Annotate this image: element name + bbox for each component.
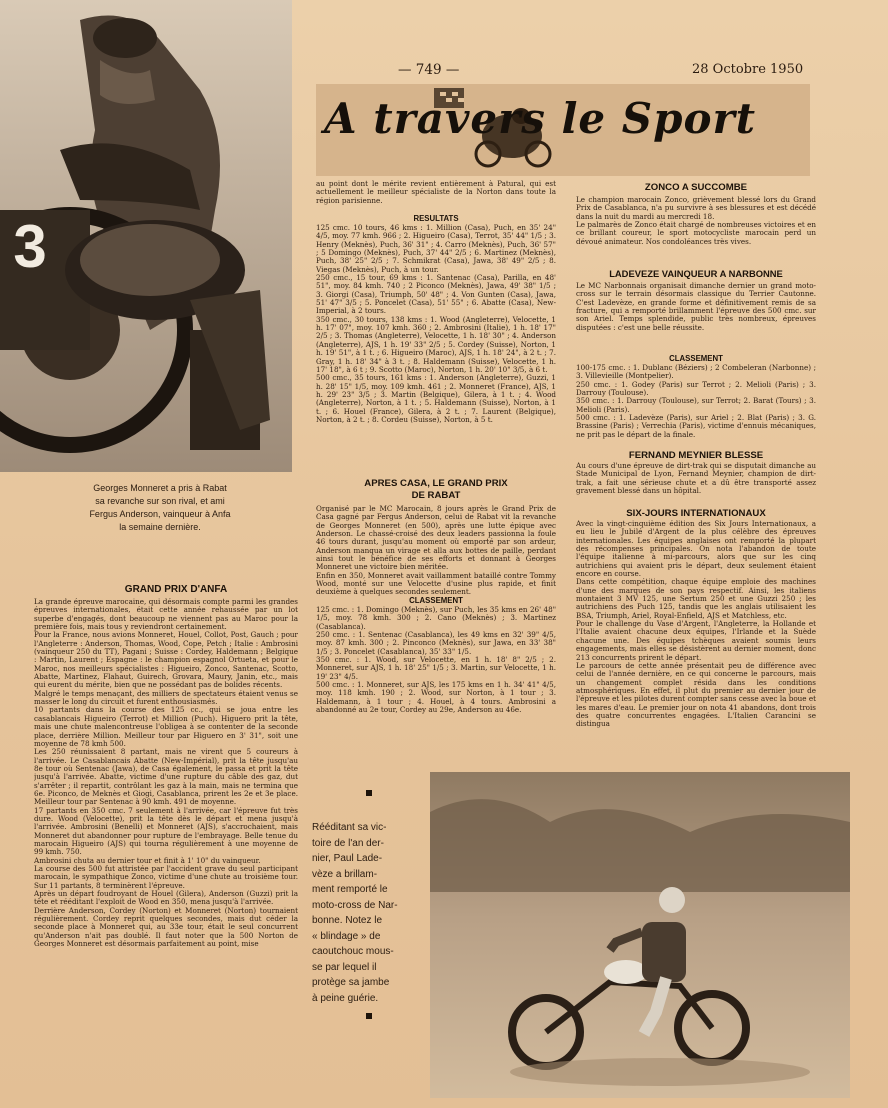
- zonco-article: Le champion marocain Zonco, grièvement blessé lors du Grand Prix de Casablanca, n'a pu survivre à ses blessures et est décédé dans la nuit du mardi au mercredi 18. Le palmarès de Zonco était chargé de nombreuses victoires et en ce brillant coureur, le sport motocycliste marocain perd un dévoué animateur. Nos condoléances très vives.: [576, 196, 816, 246]
- anfa-article: La grande épreuve marocaine, qui désormais compte parmi les grandes épreuves internationales, était cette année rehaussée par un lot superbe d'engagés, dont beaucoup ne viennent pas au Maroc pour la première fois, mais tous y reviendront certainement. Pour la France, nous avions Monneret, Houel, Collot, Post, Gauch ; pour l'Angleterre : Anderson, Thomas, Wood, Cope, Petch ; Italie : Ambrosini (vainqueur 250 du TT), Pagani ; Suisse : Cordey, Haldemann ; Belgique : Martin, Laurent ; Espagne : le champion espagnol Ortueta, et pour le Maroc, nos meilleurs spécialistes : Higueiro, Zonco, Santenac, Scotto, Abatte, Martinez, Flahaut, Guirech, Grovara, Maury, Janin, etc., mais qui eurent du mérite, bien que ne possédant pas de bolides récents. Malgré le temps menaçant, des milliers de spectateurs étaient venus se masser le long du circuit et furent enthousiasmés. 10 partants dans la course des 125 cc., qui se joua entre les casablancais Higueiro (Terrot) et Million (Puch). Higuero prit la tête, mais une chute malencontreuse l'obligea à se contenter de la seconde place, derrière Million. Meilleur tour par Higuero en 3' 31", soit une moyenne de 78 kmh 500. Les 250 réunissaient 8 partant, mais ne virent que 5 coureurs à l'arrivée. Le Casablancais Abatte (New-Impérial), prit la tête jusqu'au 8e tour où Sentenac (Jawa), de Casa également, le passa et prit la tête jusqu'à l'arrivée. Abatte, victime d'une rupture du câble des gaz, dut s'arrêter ; il repartit, contrôlant les gaz à la main, mais ne termina que 6e. Piconco, de Meknès et Giogi, Casablanca, prirent les 2e et 3e place. Meilleur tour par Sentenac à 90 kmh. 491 de moyenne. 17 partants en 350 cmc. 7 seulement à l'arrivée, car l'épreuve fut très dure. Wood (Velocette), prit la tête dès le départ et mena jusqu'à l'arrivée. Ambrosini (Benelli) et Monneret (AJS), s'accrochaient, mais Monneret dut abandonner pour rupture de l'embrayage. Belle tenue du marocain Higueiro (AJS) qui tourna régulièrement à une moyenne de 99 kmh. 750. Ambrosini chuta au dernier tour et finit à 1' 10" du vainqueur. La course des 500 fut attristée par l'accident grave du seul participant marocain, le sympathique Zonco, victime d'une chute au troisième tour. Sur 11 partants, 8 terminèrent l'épreuve. Après un départ foudroyant de Houel (Gilera), Anderson (Guzzi) prit la tête et rééditant l'exploit de Wood en 350, mena jusqu'à l'arrivée. Derrière Anderson, Cordey (Norton) et Monneret (Norton) tournaient régulièrement. Cordey reprit quelques secondes, mais dut céder la seconde place à Monneret qui, au 33e tour, était le seul concurrent qu'Anderson n'ait pas doublé. Il faut noter que la 500 Norton de Georges Monneret est désormais parfaitement au point, mise: [34, 598, 298, 949]
- meynier-heading: FERNAND MEYNIER BLESSE: [628, 450, 764, 461]
- sixjours-article: Avec la vingt-cinquième édition des Six Jours Internationaux, a eu lieu le Jubilé d'Argent de la plus célèbre des épreuves internationales. Les équipes anglaises ont remporté la plupart des récompenses principales. On nota l'abandon de toute l'équipe italienne à mi-parcours, alors que sur les cinq autrichiens qui avaient pris le départ, deux seulement étaient encore en course. Dans cette compétition, chaque équipe emploie des machines d'une des marques de son pays respectif. Ainsi, les italiens montaient 3 MV 125, une Sertum 250 et une Guzzi 250 ; les autrichiens des Puch 125, tandis que les anglais utilisaient les BSA, Triumph, Ariel, Royal-Enfield, AJS et Matchless, etc. Pour le challenge du Vase d'Argent, l'Angleterre, la Hollande et l'Italie avaient chacune deux équipes, l'Irlande et la Suède chacune une. Des équipes tchèques avaient soumis leurs engagements, mais elles se désistèrent au dernier moment, donc 213 concurrents prirent le départ. Le parcours de cette année présentait peu de différence avec celui de l'année dernière, en ce qui concerne le parcours, mais un changement complet résida dans les conditions atmosphériques. En effet, il plut du premier au dernier jour de l'épreuve et les pilotes durent compter sans cesse avec la boue et les mares d'eau. Le premier jour on nota 41 abandons, dont trois des quatre concurrentes engagées. L'Italien Carancini se distingua: [576, 520, 816, 729]
- bullet-bottom: [366, 1013, 372, 1019]
- ladeveze-article: Le MC Narbonnais organisait dimanche dernier un grand moto-cross sur le terrain désormais classique du Terrier Cautonne. C'est Ladevèze, en grande forme et définitivement remis de sa fracture, qui a remporté brillamment l'épreuve des 500 cmc. sur son Ariel. Temps splendide, public très nombreux, épreuves disputées : c'est une belle réussite.: [576, 282, 816, 332]
- photo-ladeveze-caption: Rééditant sa vic- toire de l'an der- nier, Paul Lade- vèze a brillam- ment remporté le moto-cross de Nar- bonne. Notez le « blindage » de caoutchouc mous- se par lequel il protège sa jambe à peine guérie.: [312, 822, 398, 1004]
- meynier-article: Au cours d'une épreuve de dirt-trak qui se disputait dimanche au Stade Municipal de Lyon, Fernand Meynier, champion de dirt-trak, a fait une sérieuse chute et a dû être transporté assez gravement blessé dans un hôpital.: [576, 462, 816, 496]
- rabat-classement: 125 cmc. : 1. Domingo (Meknès), sur Puch, les 35 kms en 26' 48" 1/5, moy. 78 kmh. 300 ; 2. Cano (Meknès) ; 3. Martinez (Casablanca). 250 cmc. : 1. Sentenac (Casablanca), les 49 kms en 32' 39" 4/5, moy. 87 kmh. 300 ; 2. Pinconco (Meknès), sur Jawa, en 33' 38" 1/5 ; 3. Poncelet (Casablanca), 35' 33" 1/5. 350 cmc. : 1. Wood, sur Velocette, en 1 h. 18' 8" 2/5 ; 2. Monneret, sur AJS, 1 h. 18' 25" 1/5 ; 3. Martin, sur Velocette, 1 h. 19' 23" 4/5. 500 cmc. : 1. Monneret, sur AJS, les 175 kms en 1 h. 34' 41" 4/5, moy. 118 kmh. 190 ; 2. Wood, sur Norton, à 1 tour ; 3. Haldemann, à 1 tour ; 4. Houel, à 4 tours. Ambrosini a abandonné au 2e tour, Cordey au 29e, Anderson au 46e.: [316, 606, 556, 715]
- resultats-heading: RESULTATS: [413, 214, 459, 223]
- rabat-heading: APRES CASA, LE GRAND PRIX DE RABAT: [364, 478, 508, 501]
- bullet-top: [366, 790, 372, 796]
- anfa-heading: GRAND PRIX D'ANFA: [124, 584, 228, 595]
- resultats-list: 125 cmc. 10 tours, 46 kms : 1. Million (Casa), Puch, en 35' 24" 4/5, moy. 77 kmh. 966 ; 2. Higueiro (Casa), Terrot, 35' 44" 1/5 ; 3. Henry (Meknès), Puch, 36' 31" ; 4. Carro (Meknès), Puch, 36' 57" ; 5 Domingo (Meknès), Puch, 37' 44" 2/5 ; 6. Martinez (Meknès), Puch, 38' 25" 2/5 ; 7. Schmikrat (Casa), Jawa, 38' 49" 2/5 ; 8. Viegas (Meknès), Puch, à un tour. 250 cmc., 15 tour, 69 kms : 1. Santenac (Casa), Parilla, en 48' 51", moy. 84 kmh. 740 ; 2 Piconco (Meknès), Jawa, 49' 38" 1/5 ; 3. Giorgi (Casa), Triumph, 50' 48" ; 4. Von Gunten (Casa), Jawa, 51' 47" 3/5 ; 5. Poncelet (Casa), 51' 55" ; 6. Abatte (Casa), New-Imperial, à 2 tours. 350 cmc., 30 tours, 138 kms : 1. Wood (Angleterre), Velocette, 1 h. 17' 07", moy. 107 kmh. 360 ; 2. Ambrosini (Italie), 1 h. 18' 17" 2/5 ; 3. Thomas (Angleterre), Velocette, 1 h. 18' 30" ; 4. Anderson (Angleterre), AJS, 1 h. 19' 33" 2/5 ; 5. Cordey (Suisse), Norton, 1 h. 19' 51", à 1 t. ; 6. Higueiro (Maroc), AJS, 1 h. 18' 24", à 2 t. ; 7. Gray, 1 h. 18' 34" à 3 t. ; 8. Haldemann (Suisse), Velocette, 1 h. 17' 18", à 6 t ; 9. Scotto (Maroc), Norton, 1 h. 20' 10" 3/5, à 6 t. 500 cmc., 35 tours, 161 kms : 1. Anderson (Angleterre), Guzzi, 1 h. 28' 15" 1/5, moy. 109 kmh. 461 ; 2. Monneret (France), AJS, 1 h. 29' 23" 3/5 ; 3. Martin (Belgique), Gilera, à 1 t. ; 4. Wood (Angleterre), Norton, à 1 t. ; 5. Haldemann (Suisse), Norton, à 1 t. ; 6. Houel (France), Gilera, à 2 t. ; 7. Laurent (Belgique), Norton, à 2 t. ; 8. Cordeu (Suisse), Norton, à 5 t.: [316, 224, 556, 424]
- issue-date: 28 Octobre 1950: [692, 62, 804, 77]
- photo-monneret: [0, 0, 292, 472]
- rabat-classement-heading: CLASSEMENT: [409, 596, 463, 605]
- ladeveze-classement: 100-175 cmc. : 1. Dublanc (Béziers) ; 2 Combeleran (Narbonne) ; 3. Villevieille (Montpelier). 250 cmc. : 1. Godey (Paris) sur Terrot ; 2. Melioli (Paris) ; 3. Darrouy (Toulouse). 350 cmc. : 1. Darrouy (Toulouse), sur Terrot; 2. Barat (Tours) ; 3. Melioli (Paris). 500 cmc. : 1. Ladevèze (Paris), sur Ariel ; 2. Blat (Paris) ; 3. G. Brassine (Paris) ; Verrechia (Paris), victime d'ennuis mécaniques, ne prit pas le départ de la finale.: [576, 364, 816, 439]
- section-banner: [316, 84, 810, 176]
- page-number: — 749 —: [398, 62, 460, 78]
- ladeveze-heading: LADEVEZE VAINQUEUR A NARBONNE: [609, 268, 783, 279]
- race-number-plate: 3: [13, 213, 47, 280]
- ladeveze-classement-heading: CLASSEMENT: [669, 354, 723, 363]
- motocross-illustration: [430, 772, 850, 1098]
- sixjours-heading: SIX-JOURS INTERNATIONAUX: [626, 508, 766, 519]
- anfa-article-continued: au point dont le mérite revient entièrement à Patural, qui est actuellement le meilleur spécialiste de la Norton dans toute la région parisienne.: [316, 180, 556, 205]
- rabat-article: Organisé par le MC Marocain, 8 jours après le Grand Prix de Casa gagné par Fergus Anderson, celui de Rabat vit la revanche de Georges Monneret (en 500), après une lutte épique avec Anderson. Le chassé-croisé des deux leaders passionna la foule 46 tours durant, jusqu'au moment où emporté par son ardeur, Anderson manqua un virage et alla aux bottes de paille, perdant ainsi tout le bénéfice de ses efforts et donnant à Georges Monneret une victoire bien méritée. Enfin en 350, Monneret avait vaillamment bataillé contre Tommy Wood, monté sur une Velocette d'usine plus rapide, et finit deuxième à quelques secondes seulement.: [316, 505, 556, 597]
- banner-title: A travers le Sport: [324, 94, 757, 143]
- photo-ladeveze: [430, 772, 850, 1098]
- zonco-heading: ZONCO A SUCCOMBE: [644, 182, 748, 193]
- photo-monneret-caption: Georges Monneret a pris à Rabat sa revanche sur son rival, et ami Fergus Anderson, vainqueur à Anfa la semaine dernière.: [89, 483, 231, 532]
